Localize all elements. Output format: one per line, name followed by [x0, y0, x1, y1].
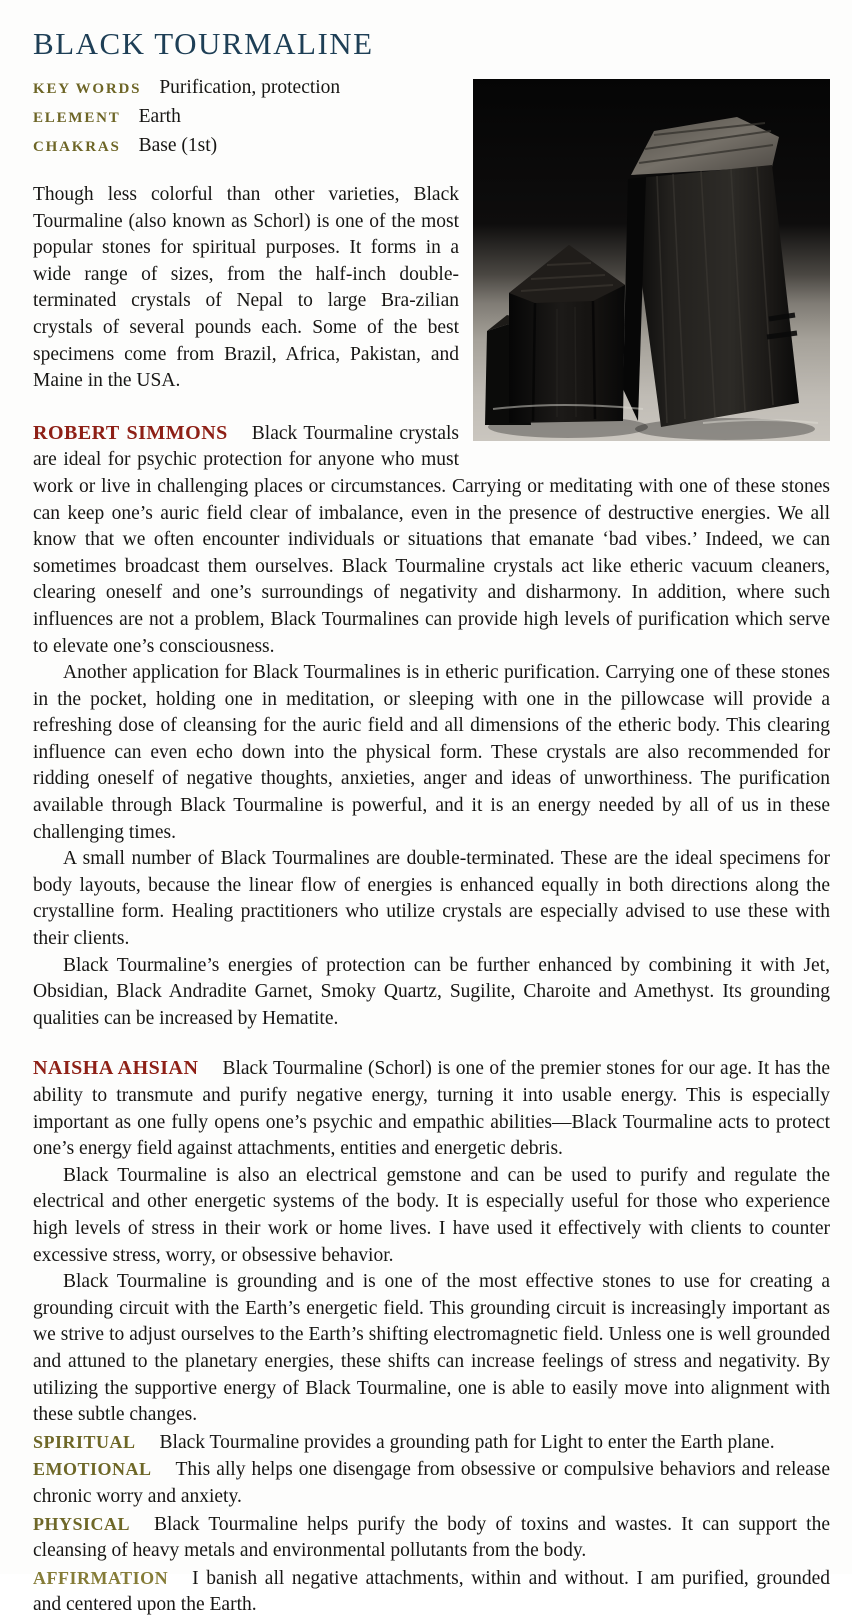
- section-paragraph: [33, 1565, 830, 1619]
- section-paragraph: [33, 1055, 830, 1162]
- section-naisha-ahsian: [33, 1055, 830, 1428]
- intro-paragraph: Though less colorful than other varieties, Black Tourmaline (also known as Schorl) is one of the most popular stones for spiritual purposes. It forms in a wide range of sizes, from the half-inch double-terminated crystals of Nepal to large Bra-zilian crystals of several pounds each. Some of the best specimens come from Brazil, Africa, Pakistan, and Maine in the USA.: [33, 184, 459, 392]
- section-label-robert-simmons: ROBERT SIMMONS: [33, 421, 228, 444]
- section-paragraph: Black Tourmaline is grounding and is one of the most effective stones to use for creating a grounding circuit with the Earth’s energetic field. This grounding circuit is increasingly important as we strive to adjust ourselves to the Earth’s shifting electromagnetic field. Unless one is well grounded and attuned to the planetary energies, these shifts can increase feelings of stress and negativity. By utilizing the supportive energy of Black Tourmaline, one is able to easily move into alignment with these subtle changes.: [33, 1271, 830, 1426]
- section-robert-simmons: [33, 420, 830, 1033]
- section-label-naisha-ahsian: NAISHA AHSIAN: [33, 1057, 199, 1080]
- section-text: Black Tourmaline helps purify the body of toxins and wastes. It can support the cleansing of heavy metals and environmental pollutants from the body.: [33, 1513, 830, 1562]
- section-text: Black Tourmaline provides a grounding path for Light to enter the Earth plane.: [159, 1431, 775, 1453]
- property-value: Base (1st): [138, 135, 218, 156]
- section-paragraph: Another application for Black Tourmalines is in etheric purification. Carrying one of these stones in the pocket, holding one in meditation, or sleeping with one in the pillowcase will provide a refreshing dose of cleansing for the auric field and all dimensions of the etheric body. This clearing influence can even echo down into the physical form. These crystals are also recommended for ridding oneself of negative thoughts, anxieties, anger and ideas of unworthiness. The purification available through Black Tourmaline is powerful, and it is an energy needed by all of us in these challenging times.: [33, 662, 830, 843]
- section-paragraph: [33, 1456, 830, 1510]
- section-paragraph: Black Tourmaline is also an electrical gemstone and can be used to purify and regulate the electrical and other energetic systems of the body. It is especially useful for those who experience high levels of stress in their work or home lives. I have used it effectively with clients to counter excessive stress, worry, or obsessive behavior.: [33, 1164, 830, 1266]
- section-label-affirmation: AFFIRMATION: [33, 1567, 169, 1588]
- section-paragraph: Black Tourmaline’s energies of protection can be further enhanced by combining it with Jet, Obsidian, Black Andradite Garnet, Smoky Quartz, Sugilite, Charoite and Amethyst. Its grounding qualities can be increased by Hematite.: [33, 954, 830, 1029]
- property-label: ELEMENT: [33, 110, 121, 126]
- section-label-spiritual: SPIRITUAL: [33, 1431, 136, 1452]
- crystal-photo: [473, 79, 830, 441]
- page-title: BLACK TOURMALINE: [33, 26, 374, 61]
- section-label-emotional: EMOTIONAL: [33, 1459, 152, 1480]
- section-affirmation: [33, 1565, 830, 1619]
- section-paragraph: A small number of Black Tourmalines are double-terminated. These are the ideal specimens for body layouts, because the linear flow of energies is enhanced equally in both directions along the crystalline form. Healing practitioners who utilize crystals are especially advised to use these with their clients.: [33, 848, 830, 950]
- section-emotional: [33, 1456, 830, 1510]
- section-text: I banish all negative attachments, within and without. I am purified, grounded and centered upon the Earth.: [33, 1567, 830, 1616]
- section-physical: [33, 1511, 830, 1565]
- section-text: This ally helps one disengage from obsessive or compulsive behaviors and release chronic worry and anxiety.: [33, 1459, 830, 1507]
- section-label-physical: PHYSICAL: [33, 1513, 131, 1534]
- property-label: KEY WORDS: [33, 81, 142, 97]
- section-text: Black Tourmaline (Schorl) is one of the premier stones for our age. It has the ability to transmute and purify negative energy, turning it into usable energy. This is especially important as one fully opens one’s psychic and empathic abilities—Black Tourmaline acts to protect one’s energy field against attachments, entities and energetic debris.: [33, 1058, 830, 1160]
- section-text: Black Tourmaline crystals are ideal for psychic protection for anyone who must work or live in challenging places or circumstances. Carrying or meditating with one of these stones can keep one’s auric field clear of imbalance, even in the presence of destructive energies. We all know that we often encounter individuals or situations that emanate ‘bad vibes.’ Indeed, we can sometimes broadcast them ourselves. Black Tourmaline crystals act like etheric vacuum cleaners, clearing oneself and one’s surroundings of negativity and disharmony. In addition, where such influences are not a problem, Black Tourmalines can provide high levels of purification which serve to elevate one’s consciousness.: [33, 422, 830, 657]
- property-value: Purification, protection: [159, 77, 341, 98]
- section-paragraph: [33, 1511, 830, 1565]
- property-label: CHAKRAS: [33, 139, 121, 155]
- section-spiritual: [33, 1429, 830, 1457]
- section-paragraph: [33, 1429, 830, 1457]
- black-tourmaline-crystals-image: [473, 79, 830, 441]
- section-paragraph: [33, 420, 830, 660]
- property-value: Earth: [138, 106, 181, 127]
